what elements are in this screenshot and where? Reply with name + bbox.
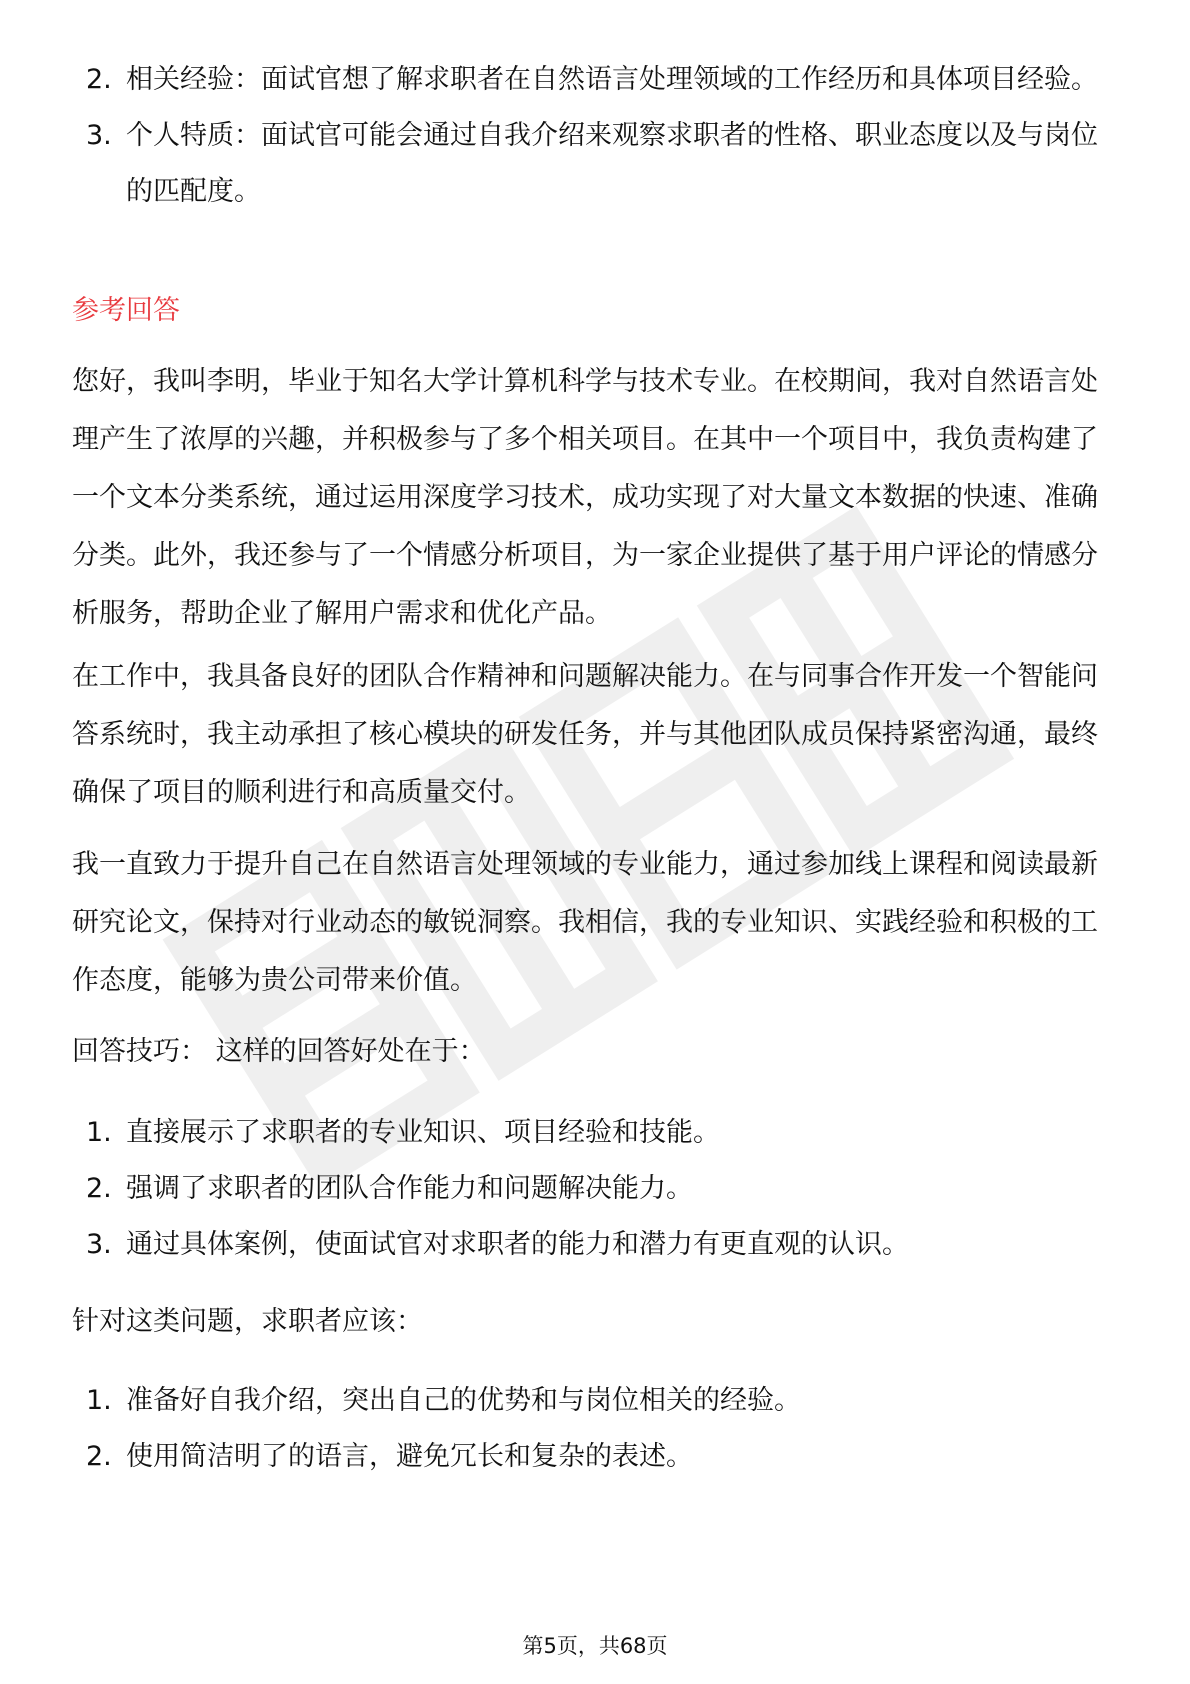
list-item-text: 直接展示了求职者的专业知识、项目经验和技能。 xyxy=(126,1117,720,1148)
tips-list xyxy=(0,1105,1112,1273)
list-item xyxy=(0,52,1112,108)
tips-intro: 回答技巧： 这样的回答好处在于： xyxy=(72,1036,486,1067)
answer-paragraph: 在工作中，我具备良好的团队合作精神和问题解决能力。在与同事合作开发一个智能问答系统时，我主动承担了核心模块的研发任务，并与其他团队成员保持紧密沟通，最终确保了项目的顺利进行和高质量交付。 xyxy=(72,661,1098,808)
list-number: 2. xyxy=(86,64,112,95)
intro-list xyxy=(0,52,1112,220)
page-footer: 第5页，共68页 xyxy=(522,1634,668,1658)
list-item-text: 准备好自我介绍，突出自己的优势和与岗位相关的经验。 xyxy=(126,1385,801,1416)
list-item-text: 个人特质：面试官可能会通过自我介绍来观察求职者的性格、职业态度以及与岗位的匹配度。 xyxy=(126,120,1098,207)
list-item-text: 相关经验：面试官想了解求职者在自然语言处理领域的工作经历和具体项目经验。 xyxy=(126,64,1098,95)
reference-answer-heading: 参考回答 xyxy=(72,295,180,326)
answer-paragraph: 您好，我叫李明，毕业于知名大学计算机科学与技术专业。在校期间，我对自然语言处理产生了浓厚的兴趣，并积极参与了多个相关项目。在其中一个项目中，我负责构建了一个文本分类系统，通过运用深度学习技术，成功实现了对大量文本数据的快速、准确分类。此外，我还参与了一个情感分析项目，为一家企业提供了基于用户评论的情感分析服务，帮助企业了解用户需求和优化产品。 xyxy=(72,366,1098,629)
list-item-text: 通过具体案例，使面试官对求职者的能力和潜力有更直观的认识。 xyxy=(126,1229,909,1260)
advice-list xyxy=(0,1373,1112,1485)
list-item xyxy=(0,1373,1112,1429)
advice-intro: 针对这类问题，求职者应该： xyxy=(72,1306,423,1337)
list-item-text: 强调了求职者的团队合作能力和问题解决能力。 xyxy=(126,1173,693,1204)
list-item xyxy=(0,1429,1112,1485)
list-number: 2. xyxy=(86,1441,112,1472)
list-number: 3. xyxy=(86,120,112,151)
list-number: 1. xyxy=(86,1117,112,1148)
list-item xyxy=(0,1105,1112,1161)
list-item xyxy=(0,1217,1112,1273)
list-number: 3. xyxy=(86,1229,112,1260)
list-item xyxy=(0,108,1112,220)
answer-paragraph: 我一直致力于提升自己在自然语言处理领域的专业能力，通过参加线上课程和阅读最新研究论文，保持对行业动态的敏锐洞察。我相信，我的专业知识、实践经验和积极的工作态度，能够为贵公司带来价值。 xyxy=(72,849,1098,996)
list-number: 1. xyxy=(86,1385,112,1416)
list-item-text: 使用简洁明了的语言，避免冗长和复杂的表述。 xyxy=(126,1441,693,1472)
list-number: 2. xyxy=(86,1173,112,1204)
list-item xyxy=(0,1161,1112,1217)
